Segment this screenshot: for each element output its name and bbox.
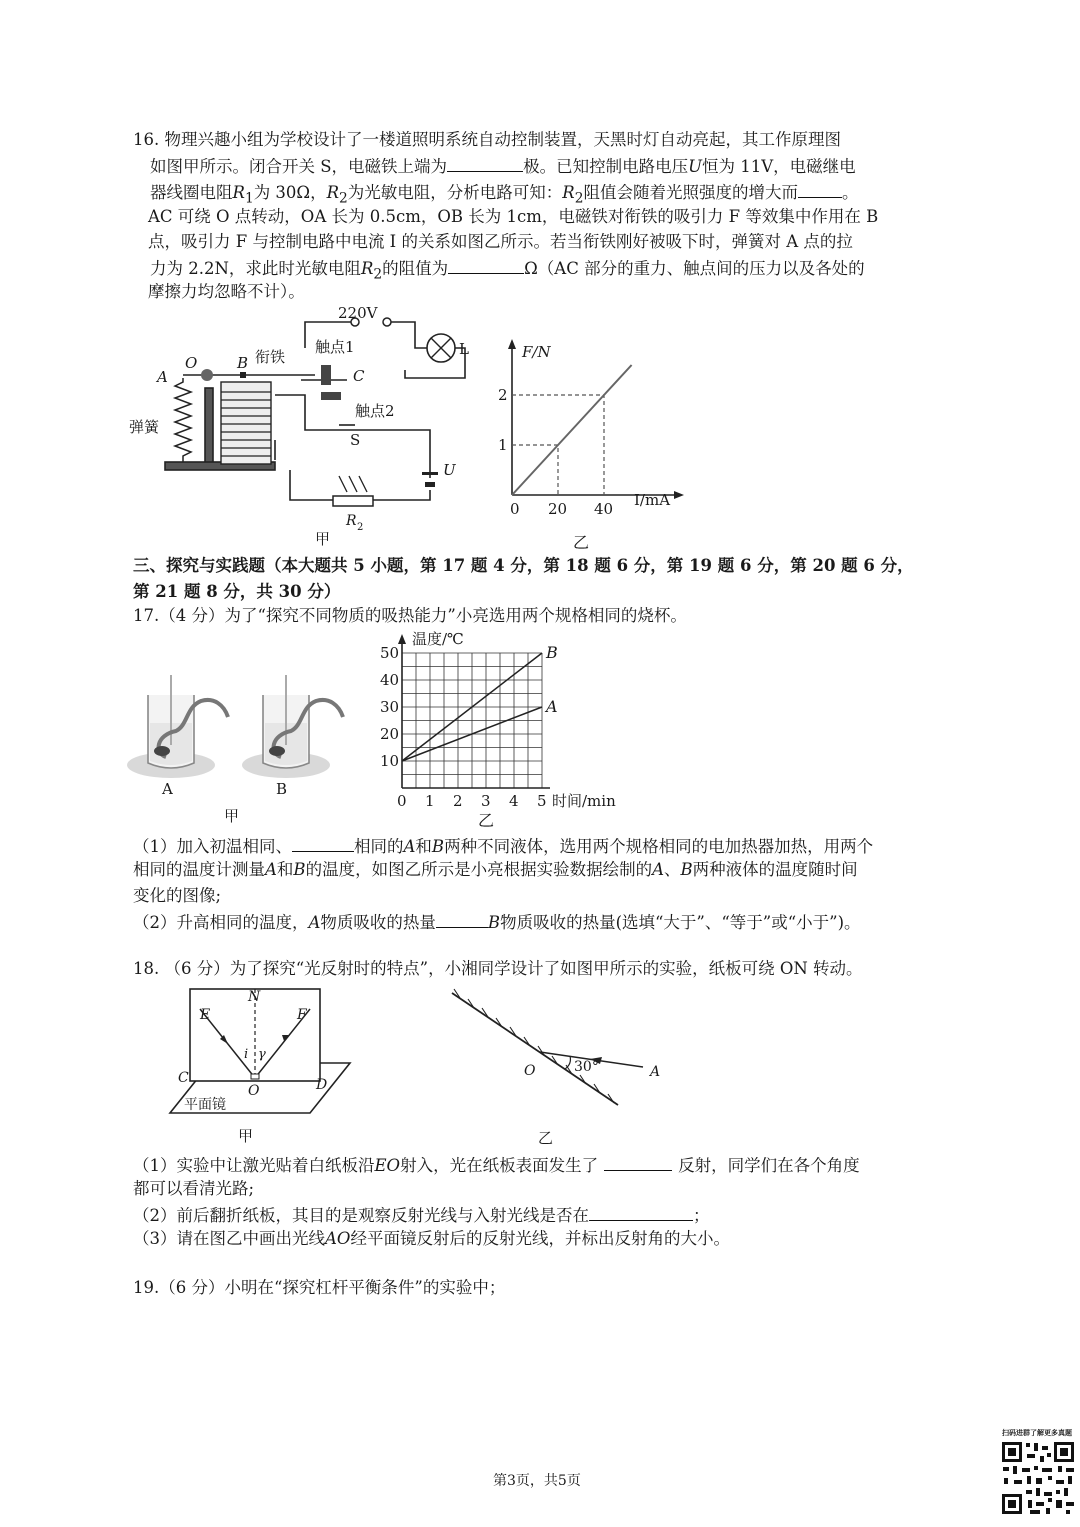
q17-p1e: B [431, 837, 445, 856]
tt-y-tick-10: 10 [380, 752, 400, 770]
tt-series-label-B: B [546, 643, 558, 662]
q17-p1-line1 [133, 833, 873, 859]
board-label-n: N [248, 989, 261, 1005]
mirror-label-a: A [650, 1064, 661, 1080]
q18-p2-line [133, 1202, 710, 1228]
q16-l3g: 为光敏电阻，分析电路可知： [347, 183, 563, 202]
q16-l2a: 如图甲所示。闭合开关 S，电磁铁上端为 [150, 157, 448, 176]
label-u: U [443, 461, 456, 479]
q17-p2a: 相同的温度计测量 [133, 860, 265, 879]
inclined-mirror-figure [440, 985, 680, 1145]
f-i-series-line [512, 365, 632, 495]
tt-y-axis-arrow [398, 634, 406, 644]
mirror-surface [452, 993, 618, 1105]
angle-arc [565, 1056, 570, 1069]
q16-l3e: R [326, 183, 340, 202]
board-label-e: E [200, 1007, 211, 1023]
q16-l3f: 2 [339, 190, 348, 207]
q18-p3a: （2）前后翻折纸板，其目的是观察反射光线与入射光线是否在 [133, 1206, 589, 1225]
x-axis-arrow [674, 491, 684, 499]
q18-intro: 18. （6 分）为了探究“光反射时的特点”，小湘同学设计了如图甲所示的实验，纸板可绕 ON 转动。 [133, 959, 863, 978]
wire-220v-right [387, 322, 427, 348]
tt-x-tick-2: 2 [453, 792, 463, 810]
q16-l3j: 阻值会随着光照强度的增大而 [583, 183, 798, 202]
label-contact2: 触点2 [355, 402, 395, 420]
q17-p2e: 的温度，如图乙所示是小亮根据实验数据绘制的 [305, 860, 653, 879]
q17-intro: 17.（4 分）为了“探究不同物质的吸热能力”小亮选用两个规格相同的烧杯。 [133, 606, 687, 625]
q18-p4a: （3）请在图乙中画出光线 [133, 1229, 325, 1248]
q17-p1b: 相同的 [354, 837, 404, 856]
mirror-label: 平面镜 [184, 1097, 226, 1113]
q18-p1-line2: 都可以看清光路; [133, 1179, 255, 1198]
f-i-chart [490, 335, 690, 520]
label-spring: 弹簧 [129, 418, 160, 436]
q18-p1d: 反射，同学们在各个角度 [678, 1156, 860, 1175]
q17-p2f: A [652, 860, 664, 879]
q16-l3i: 2 [574, 190, 584, 207]
qr-code-icon[interactable] [1000, 1440, 1076, 1516]
q16-line4: AC 可绕 O 点转动，OA 长为 0.5cm，OB 长为 1cm，电磁铁对衔铁的吸引力 F 等效集中作用在 B [148, 207, 879, 226]
board-label-gamma: γ [258, 1047, 266, 1062]
board-label-o: O [248, 1083, 260, 1099]
blank-reflection-type[interactable] [604, 1152, 672, 1171]
q16-l3a: 器线圈电阻 [150, 183, 233, 202]
qr-caption: 扫码进群了解更多真题 [1002, 1429, 1072, 1437]
tt-y-tick-20: 20 [380, 725, 400, 743]
q16-l6b: R [360, 259, 374, 278]
blank-heat-compare[interactable] [436, 909, 488, 928]
label-r2-sub: 2 [357, 522, 364, 533]
board-label-d: D [316, 1077, 328, 1093]
battery-long-plate [422, 472, 438, 475]
angle-label: 30° [574, 1059, 599, 1075]
q17-p1f: 两种不同液体，选用两个规格相同的电加热器加热，用两个 [444, 837, 874, 856]
label-contact1: 触点1 [315, 338, 355, 356]
tt-x-tick-3: 3 [481, 792, 491, 810]
beaker-label-b: B [276, 780, 288, 798]
caption-jia-q17: 甲 [224, 807, 240, 825]
q17-p4c: 物质吸收的热量 [320, 913, 436, 932]
f-i-x-tick-40: 40 [594, 500, 614, 518]
board-label-c: C [178, 1070, 189, 1086]
board-label-f: F [297, 1007, 307, 1023]
q16-line2 [150, 153, 856, 179]
q17-p4a: （2）升高相同的温度， [133, 913, 309, 932]
battery-short-plate [425, 482, 435, 487]
q16-line5: 点，吸引力 F 与控制电路中电流 I 的关系如图乙所示。若当衔铁刚好被吸下时，弹簧对 A 点的拉 [148, 232, 853, 251]
blank-resistance[interactable] [448, 255, 524, 274]
relay-circuit-figure [125, 300, 480, 550]
section3-line1: 三、探究与实践题（本大题共 5 小题，第 17 题 4 分，第 18 题 6 分，第 19 题 6 分，第 20 题 6 分， [133, 556, 914, 575]
f-i-y-tick-2: 2 [498, 386, 508, 404]
blank-same-plane[interactable] [589, 1202, 693, 1221]
q16-l3h: R [562, 183, 575, 202]
photoresistor-icon [333, 496, 373, 506]
q17-p2d: B [293, 860, 306, 879]
terminal-right [383, 318, 391, 326]
q17-p4d: B [487, 913, 501, 932]
pivot-icon [201, 369, 213, 381]
heater-coil-a [154, 746, 170, 756]
f-i-x-tick-20: 20 [548, 500, 568, 518]
light-arrows-icon [339, 476, 367, 492]
q18-p1b: EO [374, 1156, 401, 1175]
caption-yi-q17: 乙 [478, 811, 495, 830]
q17-p4e: 物质吸收的热量(选填“大于”、“等于”或“小于”)。 [500, 913, 861, 932]
board-label-i: i [244, 1047, 249, 1062]
q18-p1-line1 [133, 1152, 860, 1178]
point-o-marker [251, 1074, 259, 1079]
label-o: O [185, 354, 198, 372]
q16-l6e: Ω（AC 部分的重力、触点间的压力以及各处的 [524, 259, 865, 278]
spring-icon [175, 378, 191, 462]
coil-body [221, 382, 271, 464]
tt-x-tick-4: 4 [509, 792, 519, 810]
caption-jia-q18: 甲 [238, 1127, 254, 1145]
mirror-label-o: O [524, 1063, 536, 1079]
q18-p4b: AO [325, 1229, 351, 1248]
tt-x-tick-5: 5 [537, 792, 547, 810]
tt-x-label: 时间/min [552, 792, 616, 810]
tt-y-tick-30: 30 [380, 698, 400, 716]
blank-trend[interactable] [798, 179, 842, 198]
q17-p2-line [133, 909, 861, 935]
q17-p1a: （1）加入初温相同、 [133, 837, 292, 856]
q16-line7: 摩擦力均忽略不计）。 [148, 282, 305, 301]
tt-series-label-A: A [546, 697, 558, 716]
caption-yi-q16: 乙 [573, 533, 590, 552]
q18-p4c: 经平面镜反射后的反射光线，并标出反射角的大小。 [350, 1229, 730, 1248]
caption-yi-q18: 乙 [538, 1129, 554, 1145]
caption-jia-q16: 甲 [315, 530, 331, 548]
q16-l2c: U [688, 157, 702, 176]
beakers-figure [126, 665, 356, 825]
contact1-icon [321, 365, 331, 385]
q17-p1d: 和 [415, 837, 432, 856]
q18-p3b: ； [693, 1206, 710, 1225]
q17-p2i: 两种液体的温度随时间 [692, 860, 858, 879]
q16-l3c: 1 [244, 190, 254, 207]
blank-mass[interactable] [292, 833, 354, 852]
tt-x-tick-0: 0 [397, 792, 407, 810]
label-armature: 衔铁 [255, 348, 286, 366]
q17-p2g: 、 [663, 860, 681, 879]
q18-p1c: 射入，光在纸板表面发生了 [400, 1156, 599, 1175]
q17-p2c: 和 [276, 860, 294, 879]
f-i-x-tick-0: 0 [510, 500, 520, 518]
tt-x-tick-1: 1 [425, 792, 435, 810]
label-a: A [157, 368, 168, 386]
q17-p2b: A [265, 860, 277, 879]
heater-coil-b [269, 746, 285, 756]
q17-p1-line3: 变化的图像; [133, 886, 222, 905]
label-c: C [353, 367, 365, 385]
q16-l6a: 力为 2.2N，求此时光敏电阻 [150, 259, 361, 278]
q16-l3b: R [232, 183, 245, 202]
f-i-y-tick-1: 1 [498, 436, 508, 454]
tt-y-tick-40: 40 [380, 671, 400, 689]
temperature-chart [372, 622, 642, 827]
tt-y-tick-50: 50 [380, 644, 400, 662]
q16-line1: 16. 物理兴趣小组为学校设计了一楼道照明系统自动控制装置，天黑时灯自动亮起，其工作原理图 [133, 130, 841, 149]
label-220v: 220V [338, 304, 378, 322]
q16-l3d: 为 30Ω， [253, 183, 327, 202]
wire-coil-top [275, 395, 430, 460]
point-b-marker [240, 372, 246, 378]
q16-l2d: 恒为 11V，电磁继电 [701, 157, 856, 176]
f-i-y-label: F/N [522, 343, 551, 361]
label-r2: R [346, 513, 357, 529]
contact2-icon [321, 392, 341, 400]
stand-post [205, 388, 213, 464]
q17-p4b: A [308, 913, 321, 932]
q16-l6d: 的阻值为 [382, 259, 449, 278]
q17-p2h: B [680, 860, 693, 879]
q18-p3-line [133, 1227, 730, 1251]
q16-l2b: 极。已知控制电路电压 [523, 157, 689, 176]
beaker-label-a: A [162, 780, 173, 798]
q17-p1c: A [403, 837, 416, 856]
blank-pole[interactable] [447, 153, 523, 172]
q16-l3k: 。 [841, 183, 859, 202]
q18-p1a: （1）实验中让激光贴着白纸板沿 [133, 1156, 375, 1175]
label-b: B [237, 354, 249, 372]
q19-intro: 19.（6 分）小明在“探究杠杆平衡条件”的实验中； [133, 1278, 506, 1297]
label-switch-s: S [350, 431, 361, 449]
f-i-x-label: I/mA [634, 491, 671, 509]
reflection-board-figure [160, 983, 360, 1145]
q17-p1-line2 [133, 858, 858, 882]
label-lamp: L [459, 340, 469, 358]
section3-line2: 第 21 题 8 分，共 30 分） [133, 582, 341, 601]
tt-y-label: 温度/℃ [412, 630, 464, 648]
q16-l6c: 2 [373, 266, 383, 283]
page-number: 第3页，共5页 [493, 1473, 581, 1489]
y-axis-arrow [508, 339, 516, 349]
